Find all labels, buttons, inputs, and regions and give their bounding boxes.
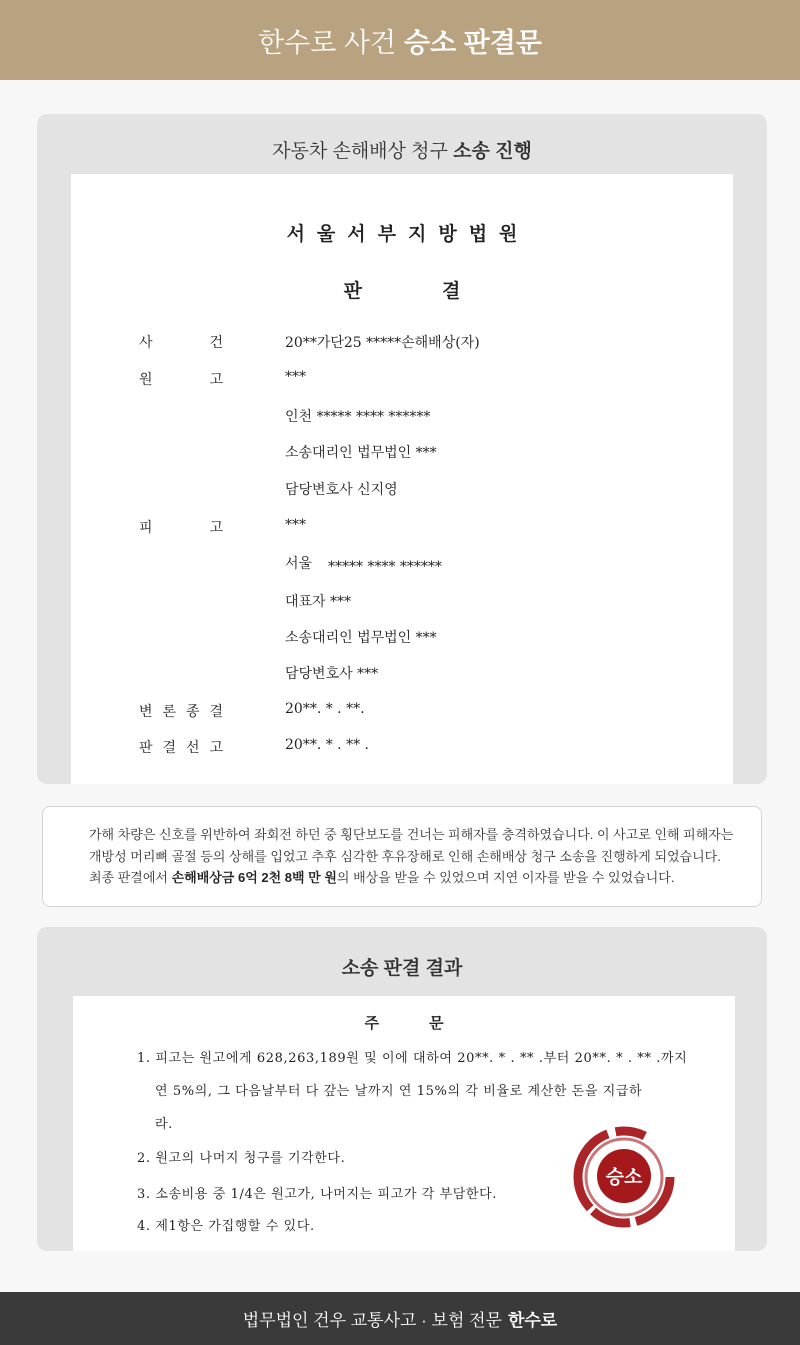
defendant-name: ***: [285, 517, 306, 533]
case-label: 사 건: [139, 335, 223, 351]
verdict-heading: [71, 276, 733, 303]
pleading-end-label: 변 론 종 결: [139, 704, 223, 720]
verdict-heading-char-2: 결: [442, 280, 461, 302]
order-heading: [73, 1012, 735, 1033]
page-footer: [0, 1292, 800, 1345]
defendant-label: 피 고: [139, 520, 223, 536]
lawsuit-progress-title-bold: 소송 진행: [453, 141, 532, 162]
order-line-1: 1. 피고는 원고에게 628,263,189원 및 이에 대하여 20**. * . ** .부터 20**. * . ** .까지: [137, 1051, 688, 1066]
defendant-representative: 대표자 ***: [285, 594, 352, 610]
order-line-2: 연 5%의, 그 다음날부터 다 갚는 날까지 연 15%의 각 비율로 계산한 돈을 지급하: [155, 1084, 643, 1099]
verdict-heading-char-1: 판: [343, 280, 362, 302]
defendant-address-city: 서울: [285, 556, 313, 572]
order-line-3: 라.: [155, 1117, 173, 1132]
plaintiff-counsel: 소송대리인 법무법인 ***: [285, 445, 437, 461]
description-line-2: 개방성 머리뼈 골절 등의 상해를 입었고 추후 심각한 후유장해로 인해 손해배상 청구 소송을 진행하게 되었습니다.: [89, 848, 721, 864]
footer-text-bold: 한수로: [507, 1311, 558, 1330]
page-header: [0, 0, 800, 80]
order-line-4: 2. 원고의 나머지 청구를 기각한다.: [137, 1151, 346, 1166]
header-title-bold: 승소 판결문: [404, 27, 542, 58]
defendant-attorney: 담당변호사 ***: [285, 666, 379, 682]
lawsuit-progress-panel: [37, 114, 767, 784]
order-line-6: 4. 제1항은 가집행할 수 있다.: [137, 1219, 315, 1234]
defendant-counsel: 소송대리인 법무법인 ***: [285, 630, 437, 646]
win-stamp-icon: [572, 1125, 676, 1229]
defendant-address-detail: ***** **** ******: [328, 559, 442, 575]
description-line-3: 최종 판결에서 손해배상금 6억 2천 8백 만 원의 배상을 받을 수 있었으며 지연 이자를 받을 수 있었습니다.: [89, 870, 675, 885]
sentence-date: 20**. * . ** .: [285, 737, 369, 753]
stamp-text: 승소: [605, 1166, 643, 1188]
lawsuit-progress-title-light: 자동차 손해배상 청구: [272, 141, 448, 162]
plaintiff-label: 원 고: [139, 372, 223, 388]
plaintiff-address: 인천 ***** **** ******: [285, 409, 431, 425]
pleading-end-date: 20**. * . **.: [285, 701, 365, 717]
description-line-1: 가해 차량은 신호를 위반하여 좌회전 하던 중 횡단보도를 건너는 피해자를 충격하였습니다. 이 사고로 인해 피해자는: [89, 827, 734, 842]
court-name: 서울서부지방법원: [286, 223, 530, 245]
plaintiff-name: ***: [285, 369, 306, 385]
order-heading-char-1: 주: [364, 1014, 379, 1032]
header-title-light: 한수로 사건: [258, 27, 396, 58]
plaintiff-attorney: 담당변호사 신지영: [285, 482, 398, 498]
case-description: [42, 806, 762, 907]
lawsuit-progress-title: [37, 136, 767, 163]
verdict-document: [71, 174, 733, 784]
order-line-5: 3. 소송비용 중 1/4은 원고가, 나머지는 피고가 각 부담한다.: [137, 1187, 497, 1202]
case-number: 20**가단25 *****손해배상(자): [285, 335, 480, 351]
verdict-result-title: 소송 판결 결과: [341, 958, 463, 979]
order-heading-char-2: 문: [429, 1014, 444, 1032]
compensation-amount: 손해배상금 6억 2천 8백 만 원: [171, 870, 337, 885]
sentence-date-label: 판 결 선 고: [139, 740, 223, 756]
footer-text-light: 법무법인 건우 교통사고 · 보험 전문: [242, 1311, 502, 1330]
